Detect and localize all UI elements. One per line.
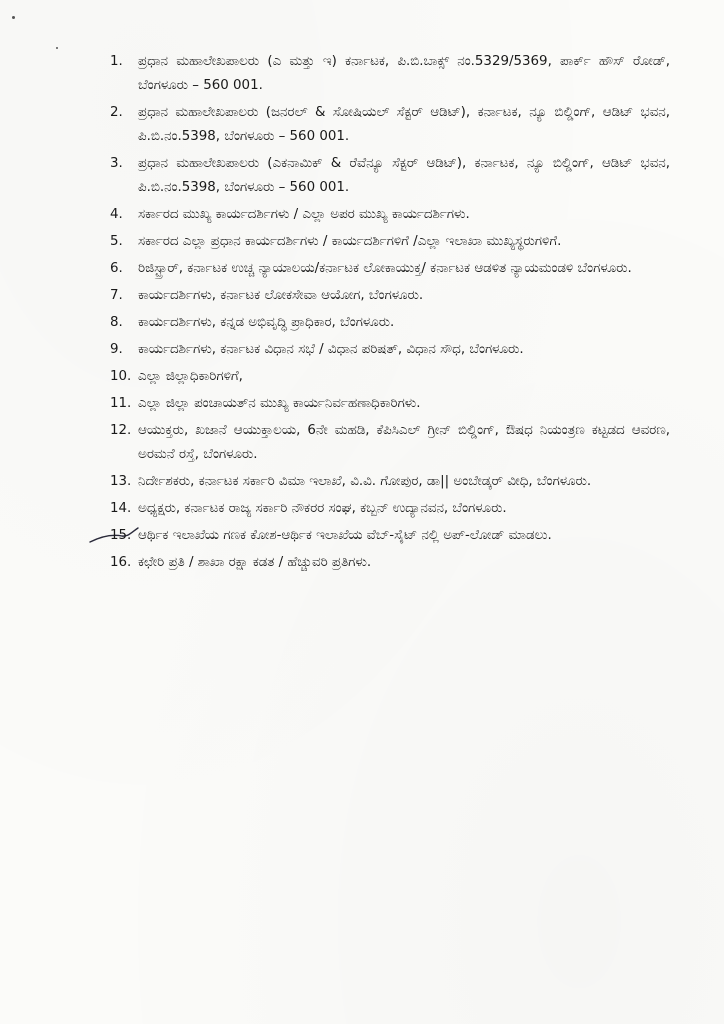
list-item <box>110 365 670 389</box>
list-item-number: 15. <box>110 528 132 543</box>
list-item-text: ಸರ್ಕಾರದ ಮುಖ್ಯ ಕಾರ್ಯದರ್ಶಿಗಳು / ಎಲ್ಲಾ ಅಪರ ಮುಖ್ಯ ಕಾರ್ಯದರ್ಶಿಗಳು. <box>138 207 470 222</box>
list-item-number: 9. <box>110 342 123 357</box>
list-item <box>110 311 670 335</box>
list-item-number: 3. <box>110 156 123 171</box>
list-item <box>110 203 670 227</box>
list-item <box>110 230 670 254</box>
list-item-number: 16. <box>110 555 132 570</box>
list-item-number: 12. <box>110 423 132 438</box>
list-item-number: 1. <box>110 54 123 69</box>
list-item-number: 11. <box>110 396 132 411</box>
list-item <box>110 284 670 308</box>
list-item <box>110 470 670 494</box>
list-item-text: ಕಾರ್ಯದರ್ಶಿಗಳು, ಕರ್ನಾಟಕ ವಿಧಾನ ಸಭೆ / ವಿಧಾನ ಪರಿಷತ್, ವಿಧಾನ ಸೌಧ, ಬೆಂಗಳೂರು. <box>138 342 524 357</box>
list-item-text: ಕಛೇರಿ ಪ್ರತಿ / ಶಾಖಾ ರಕ್ಷಾ ಕಡತ / ಹೆಚ್ಚುವರಿ ಪ್ರತಿಗಳು. <box>138 555 372 570</box>
list-item-text: ಎಲ್ಲಾ ಜಿಲ್ಲಾಧಿಕಾರಿಗಳಿಗೆ, <box>138 369 243 384</box>
list-item-number: 13. <box>110 474 132 489</box>
list-item-text: ಆರ್ಥಿಕ ಇಲಾಖೆಯ ಗಣಕ ಕೋಶ-ಆರ್ಥಿಕ ಇಲಾಖೆಯ ವೆಬ್-ಸೈಟ್ ನಲ್ಲಿ ಅಪ್-ಲೋಡ್ ಮಾಡಲು. <box>138 528 552 543</box>
list-item <box>110 497 670 521</box>
list-item <box>110 101 670 149</box>
distribution-list <box>110 50 670 578</box>
list-item <box>110 551 670 575</box>
list-item-number: 2. <box>110 105 123 120</box>
list-item <box>110 257 670 281</box>
list-item-text: ರಿಜಿಸ್ಟ್ರಾರ್, ಕರ್ನಾಟಕ ಉಚ್ಚ ನ್ಯಾಯಾಲಯ/ಕರ್ನಾಟಕ ಲೋಕಾಯುಕ್ತ/ ಕರ್ನಾಟಕ ಆಡಳಿತ ನ್ಯಾಯಮಂಡಳಿ ಬೆಂಗಳೂರು. <box>138 261 632 276</box>
scan-speck <box>56 47 58 49</box>
list-item-text: ಪ್ರಧಾನ ಮಹಾಲೇಖಪಾಲರು (ಎಕನಾಮಿಕ್ & ರೆವೆನ್ಯೂ ಸೆಕ್ಟರ್ ಆಡಿಟ್), ಕರ್ನಾಟಕ, ನ್ಯೂ ಬಿಲ್ಡಿಂಗ್, ಆಡಿಟ್ ಭವನ, ಪಿ.ಬಿ.ನಂ.5398, ಬೆಂಗಳೂರು – 560 001. <box>138 156 670 195</box>
list-item-text: ಪ್ರಧಾನ ಮಹಾಲೇಖಪಾಲರು (ಜನರಲ್ & ಸೋಷಿಯಲ್ ಸೆಕ್ಟರ್ ಆಡಿಟ್), ಕರ್ನಾಟಕ, ನ್ಯೂ ಬಿಲ್ಡಿಂಗ್, ಆಡಿಟ್ ಭವನ, ಪಿ.ಬಿ.ನಂ.5398, ಬೆಂಗಳೂರು – 560 001. <box>138 105 670 144</box>
list-item-number: 5. <box>110 234 123 249</box>
list-item-text: ಸರ್ಕಾರದ ಎಲ್ಲಾ ಪ್ರಧಾನ ಕಾರ್ಯದರ್ಶಿಗಳು / ಕಾರ್ಯದರ್ಶಿಗಳಿಗೆ /ಎಲ್ಲಾ ಇಲಾಖಾ ಮುಖ್ಯಸ್ಥರುಗಳಿಗೆ. <box>138 234 562 249</box>
scan-speck <box>12 16 15 19</box>
list-item <box>110 152 670 200</box>
list-item-text: ನಿರ್ದೇಶಕರು, ಕರ್ನಾಟಕ ಸರ್ಕಾರಿ ವಿಮಾ ಇಲಾಖೆ, ವಿ.ವಿ. ಗೋಪುರ, ಡಾ|| ಅಂಬೇಡ್ಕರ್ ವೀಧಿ, ಬೆಂಗಳೂರು. <box>138 474 592 489</box>
list-item-text: ಅಧ್ಯಕ್ಷರು, ಕರ್ನಾಟಕ ರಾಜ್ಯ ಸರ್ಕಾರಿ ನೌಕರರ ಸಂಘ, ಕಬ್ಬನ್ ಉದ್ಯಾನವನ, ಬೆಂಗಳೂರು. <box>138 501 507 516</box>
list-item-number: 10. <box>110 369 132 384</box>
list-item <box>110 338 670 362</box>
list-item-number: 7. <box>110 288 123 303</box>
list-item-text: ಎಲ್ಲಾ ಜಿಲ್ಲಾ ಪಂಚಾಯತ್‌ನ ಮುಖ್ಯ ಕಾರ್ಯನಿರ್ವಹಣಾಧಿಕಾರಿಗಳು. <box>138 396 421 411</box>
list-item <box>110 392 670 416</box>
list-item <box>110 524 670 548</box>
list-item-text: ಪ್ರಧಾನ ಮಹಾಲೇಖಪಾಲರು (ಎ ಮತ್ತು ಇ) ಕರ್ನಾಟಕ, ಪಿ.ಬಿ.ಬಾಕ್ಸ್ ನಂ.5329/5369, ಪಾರ್ಕ್ ಹೌಸ್ ರೋಡ್, ಬೆಂಗಳೂರು – 560 001. <box>138 54 670 93</box>
list-item-text: ಕಾರ್ಯದರ್ಶಿಗಳು, ಕರ್ನಾಟಕ ಲೋಕಸೇವಾ ಆಯೋಗ, ಬೆಂಗಳೂರು. <box>138 288 424 303</box>
list-item-number: 14. <box>110 501 132 516</box>
list-item-text: ಆಯುಕ್ತರು, ಖಜಾನೆ ಆಯುಕ್ತಾಲಯ, 6ನೇ ಮಹಡಿ, ಕೆಪಿಸಿಎಲ್ ಗ್ರೀನ್ ಬಿಲ್ಡಿಂಗ್, ಔಷಧ ನಿಯಂತ್ರಣ ಕಟ್ಟಡದ ಆವರಣ, ಅರಮನೆ ರಸ್ತೆ, ಬೆಂಗಳೂರು. <box>138 423 670 462</box>
list-item <box>110 50 670 98</box>
list-item-number: 6. <box>110 261 123 276</box>
list-item-number: 4. <box>110 207 123 222</box>
list-item-number: 8. <box>110 315 123 330</box>
list-item-text: ಕಾರ್ಯದರ್ಶಿಗಳು, ಕನ್ನಡ ಅಭಿವೃದ್ಧಿ ಪ್ರಾಧಿಕಾರ, ಬೆಂಗಳೂರು. <box>138 315 395 330</box>
list-item <box>110 419 670 467</box>
